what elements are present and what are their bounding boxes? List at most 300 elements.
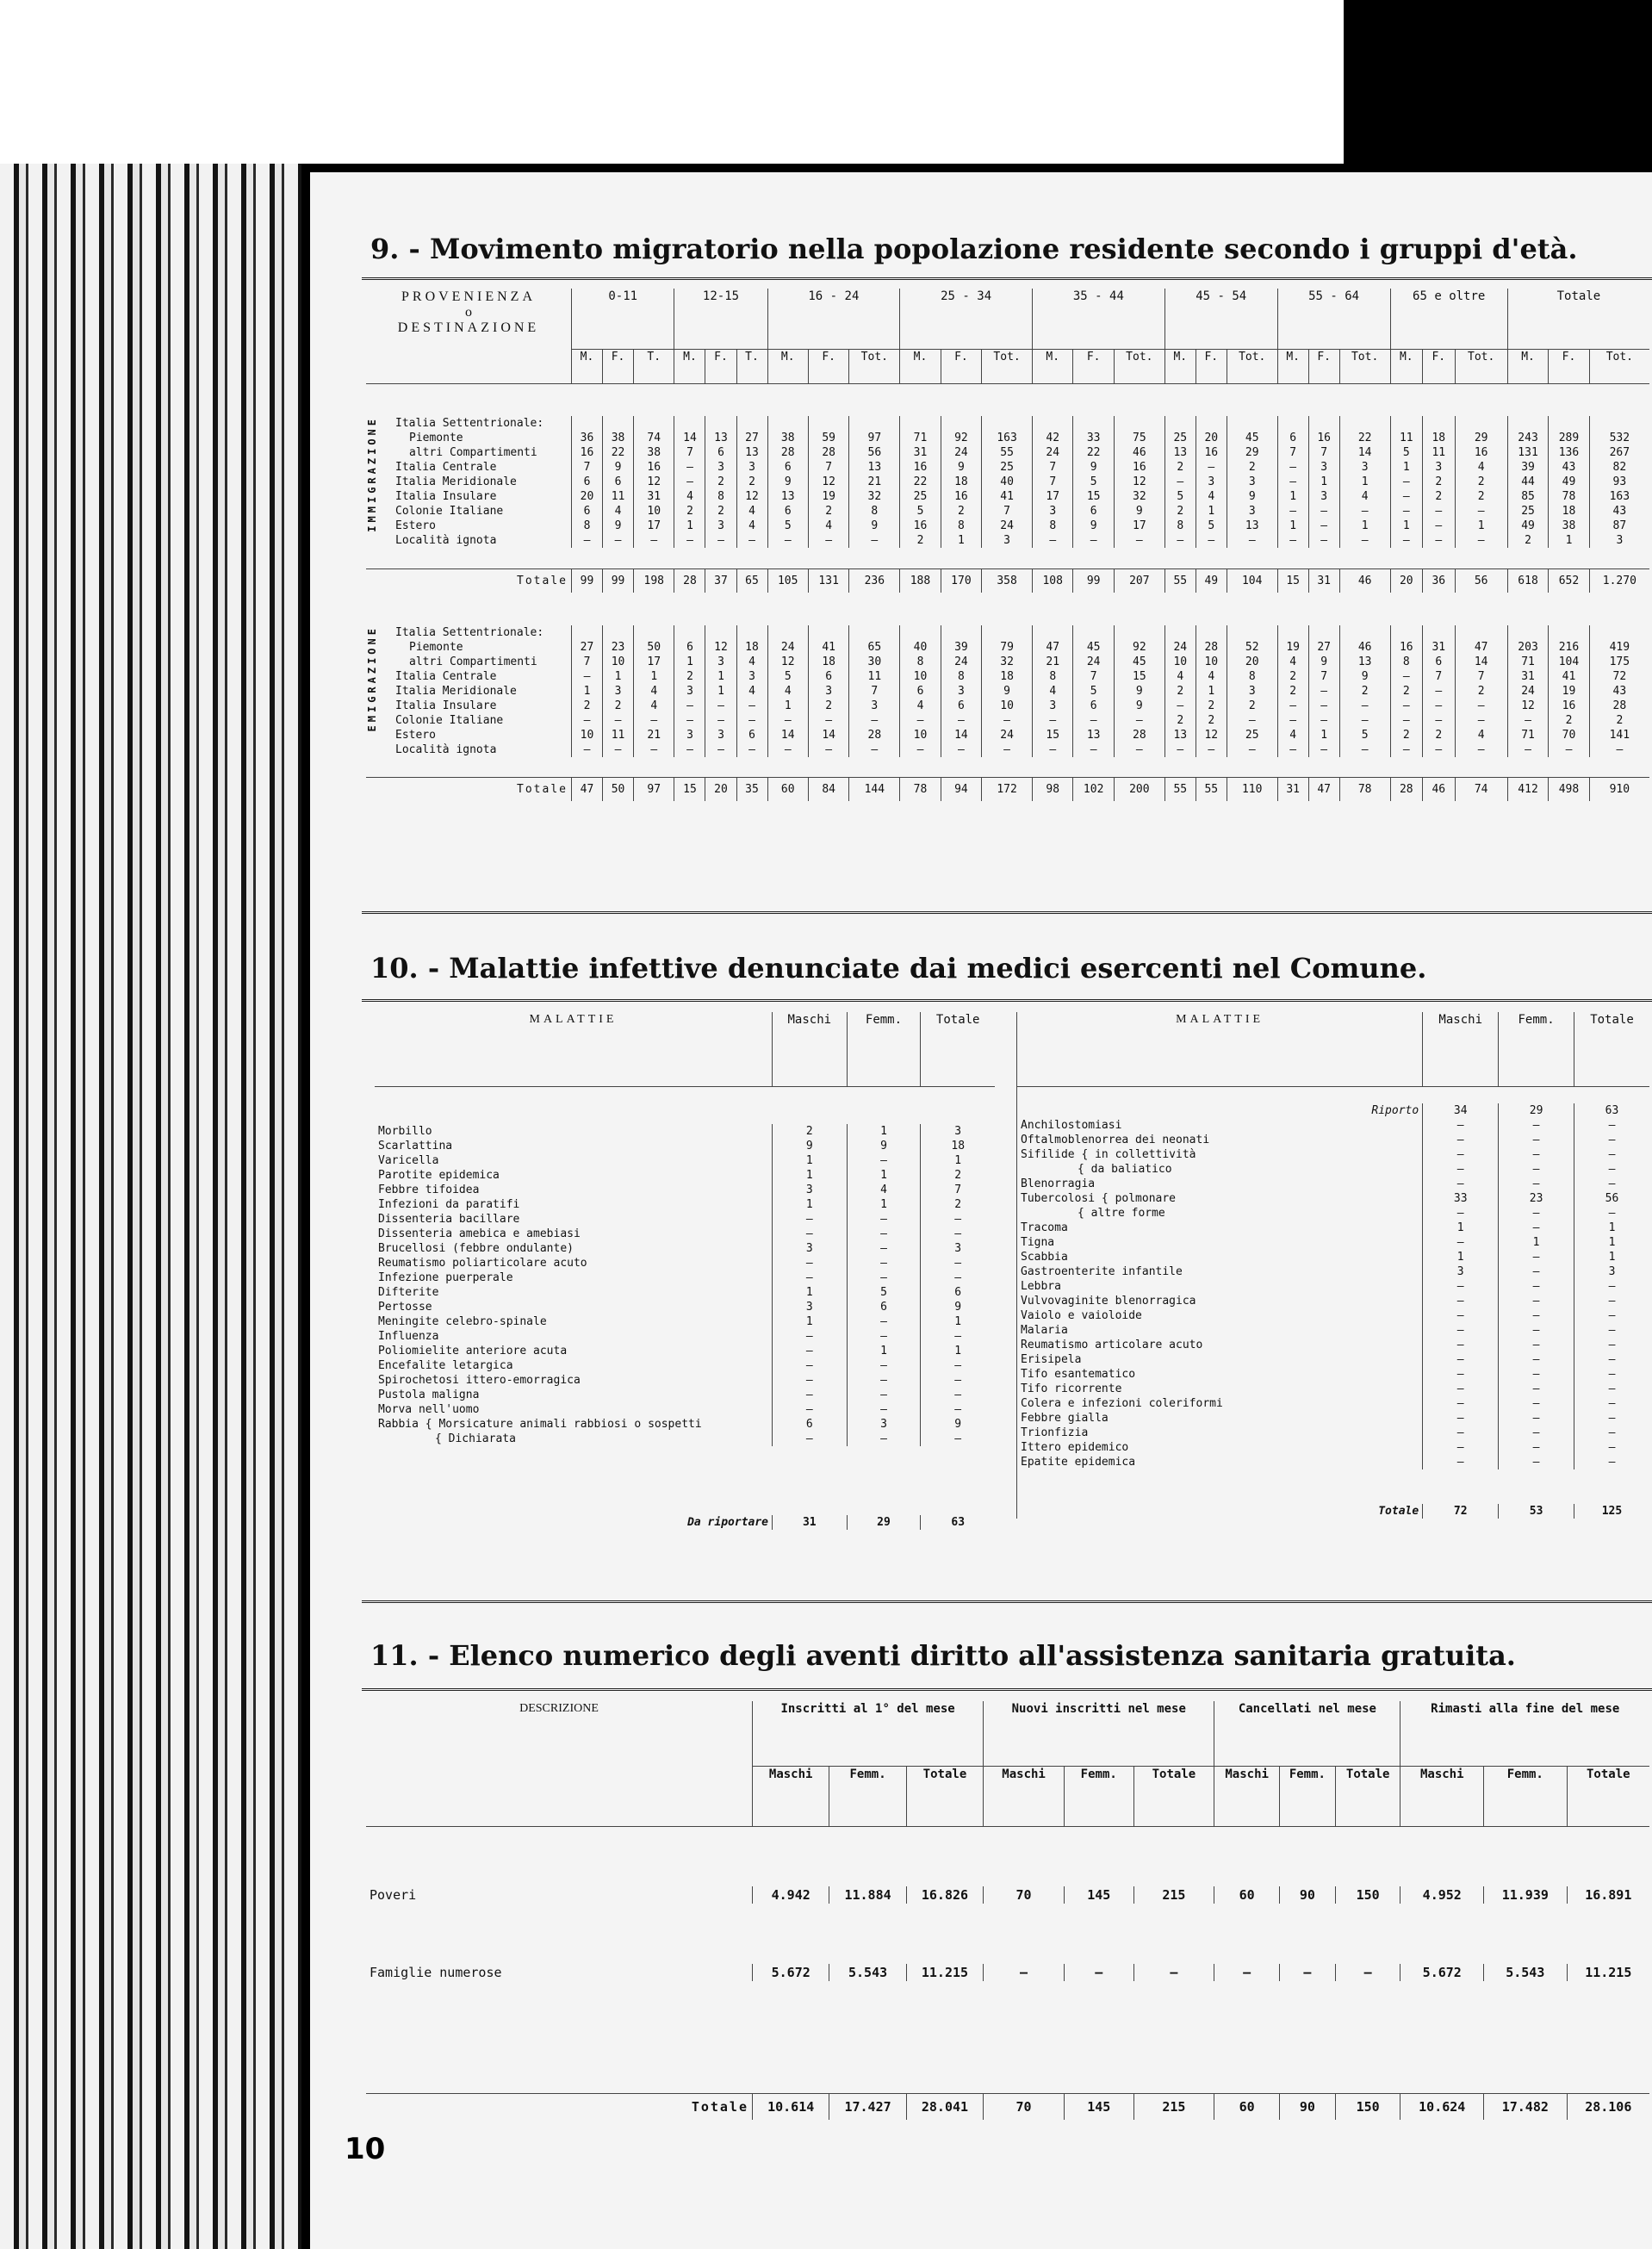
t10-value-cell: — (773, 1256, 848, 1270)
t9-value-cell: 3 (1227, 504, 1277, 519)
t9-total-cell: 31 (1277, 778, 1308, 802)
t9-value-cell: — (1196, 742, 1227, 757)
t10-value-cell: — (1423, 1440, 1499, 1455)
t9-value-cell: — (1549, 742, 1589, 757)
t9-total-cell: 108 (1033, 568, 1073, 593)
t9-value-cell: 24 (941, 655, 981, 669)
t10-value-cell: — (773, 1402, 848, 1417)
t10-value-cell: — (1574, 1118, 1649, 1133)
t9-value-cell: 419 (1589, 640, 1649, 655)
t10-value-cell: — (773, 1373, 848, 1388)
t11-top-rule (362, 1688, 1652, 1691)
t9-value-cell: 6 (603, 475, 634, 489)
t9-total-cell: 35 (736, 778, 767, 802)
t9-value-cell: 3 (1308, 489, 1339, 504)
t10-riporto-cell: 29 (1499, 1103, 1574, 1118)
t9-value-cell: — (705, 533, 736, 548)
t9-value-cell: — (1277, 699, 1308, 713)
t10-value-cell: — (1574, 1455, 1649, 1469)
t11-descrizione-header: DESCRIZIONE (366, 1701, 753, 1826)
t9-value-cell: 18 (808, 655, 848, 669)
t11-subheader: Maschi (753, 1766, 829, 1826)
t9-row-name: Italia Insulare (395, 490, 497, 503)
t9-value-cell: 55 (982, 445, 1033, 460)
t10-value-cell: — (847, 1329, 921, 1344)
t11-value-cell: 5.672 (753, 1964, 829, 1981)
t9-total-cell: 188 (900, 568, 941, 593)
t9-value-cell: — (705, 742, 736, 757)
t9-value-cell: 4 (634, 684, 674, 699)
t11-total-cell: 28.106 (1567, 2093, 1649, 2120)
t9-value-cell: 31 (1423, 640, 1455, 655)
t9-value-cell: 3 (674, 728, 705, 742)
t10-value-cell: — (1499, 1440, 1574, 1455)
t9-row-name: Estero (395, 728, 436, 742)
t10-value-cell: 9 (921, 1300, 995, 1314)
t9-value-cell: 30 (849, 655, 900, 669)
t9-value-cell: 20 (572, 489, 603, 504)
t10-value-cell: 1 (1423, 1221, 1499, 1235)
t10-value-cell: 9 (773, 1139, 848, 1153)
t10-disease-row (1017, 1352, 1650, 1367)
t10-disease-name: Erisipela (1017, 1352, 1423, 1367)
t9-value-cell: 23 (603, 640, 634, 655)
t9-value-cell: — (849, 533, 900, 548)
t10-value-cell: — (1423, 1455, 1499, 1469)
t9-value-cell: 6 (572, 504, 603, 519)
t9-total-cell: 31 (1308, 568, 1339, 593)
t10-disease-name: Blenorragia (1017, 1177, 1423, 1191)
t9-subheader: M. (1164, 349, 1196, 383)
t10-value-cell: 1 (773, 1153, 848, 1168)
t9-value-cell: 4 (1196, 669, 1227, 684)
t9-value-cell: 4 (900, 699, 941, 713)
t9-value-cell: — (1390, 489, 1422, 504)
t9-top-rule (362, 277, 1652, 280)
t9-total-cell: 84 (808, 778, 848, 802)
t9-value-cell: — (1390, 504, 1422, 519)
t9-value-cell (736, 416, 767, 431)
t9-value-cell: — (1277, 742, 1308, 757)
t10-value-cell: — (1499, 1162, 1574, 1177)
t9-value-cell: 8 (1390, 655, 1422, 669)
t9-value-cell: 16 (1390, 640, 1422, 655)
t9-value-cell: 4 (736, 519, 767, 533)
t10-value-cell: — (847, 1212, 921, 1227)
t9-value-cell: 15 (1114, 669, 1164, 684)
t9-value-cell: — (674, 699, 705, 713)
t9-value-cell: 6 (941, 699, 981, 713)
t9-value-cell: 9 (1073, 460, 1114, 475)
t10-disease-name: Encefalite letargica (378, 1359, 513, 1372)
age-group-4: 35 - 44 (1033, 289, 1165, 349)
t9-row-label (366, 713, 572, 728)
t10-value-cell: 9 (847, 1139, 921, 1153)
t9-value-cell: 2 (1455, 475, 1507, 489)
t9-value-cell (603, 416, 634, 431)
t9-value-cell: 11 (1423, 445, 1455, 460)
t10-disease-name: Meningite celebro-spinale (378, 1315, 547, 1328)
t9-value-cell: — (674, 742, 705, 757)
t9-value-cell: — (1308, 684, 1339, 699)
t9-value-cell: 9 (1114, 504, 1164, 519)
t10-footer-cell: 72 (1423, 1504, 1499, 1519)
t9-value-cell: 28 (808, 445, 848, 460)
t9-immigrazione-row (366, 533, 1649, 548)
t9-value-cell: 85 (1507, 489, 1548, 504)
t9-value-cell (572, 416, 603, 431)
t9-value-cell: 7 (1033, 460, 1073, 475)
t9-value-cell: — (1033, 713, 1073, 728)
t9-value-cell: 10 (900, 669, 941, 684)
t9-total-cell: 55 (1164, 568, 1196, 593)
t9-value-cell: 9 (1227, 489, 1277, 504)
t10-disease-row (375, 1432, 995, 1446)
t9-subheader: M. (1277, 349, 1308, 383)
t9-value-cell: 3 (941, 684, 981, 699)
t11-spacer (366, 1904, 1649, 1964)
t9-value-cell: 47 (1033, 640, 1073, 655)
t10-disease-name: { da baliatico (1017, 1162, 1423, 1177)
t9-value-cell: — (767, 533, 808, 548)
t10-value-cell: 23 (1499, 1191, 1574, 1206)
t9-value-cell (982, 625, 1033, 640)
t9-value-cell: 45 (1073, 640, 1114, 655)
t10-disease-name: Febbre gialla (1017, 1411, 1423, 1426)
t9-value-cell: 9 (982, 684, 1033, 699)
t9-value-cell: 92 (1114, 640, 1164, 655)
t11-total-cell: 10.614 (753, 2093, 829, 2120)
t9-value-cell: — (1390, 699, 1422, 713)
t11-value-cell: 5.672 (1400, 1964, 1484, 1981)
t10-value-cell: — (1423, 1426, 1499, 1440)
t9-value-cell: — (1033, 742, 1073, 757)
t10-value-cell: — (1423, 1367, 1499, 1382)
t10-value-cell: — (1499, 1206, 1574, 1221)
t10-disease-row (375, 1256, 995, 1270)
t9-value-cell: 9 (1114, 699, 1164, 713)
t9-value-cell (808, 416, 848, 431)
t9-value-cell: 39 (941, 640, 981, 655)
t11-value-cell: 5.543 (829, 1964, 906, 1981)
t9-value-cell: 92 (941, 431, 981, 445)
t9-value-cell: 2 (1196, 699, 1227, 713)
t10-disease-row (1017, 1191, 1650, 1206)
t9-value-cell: 1 (1308, 475, 1339, 489)
t9-value-cell: — (808, 533, 848, 548)
t9-value-cell: 16 (1308, 431, 1339, 445)
t9-value-cell: 31 (634, 489, 674, 504)
t9-total-cell: 28 (674, 568, 705, 593)
t9-value-cell: 267 (1589, 445, 1649, 460)
t9-value-cell: 7 (1308, 445, 1339, 460)
t9-value-cell: 65 (849, 640, 900, 655)
t10-disease-name: Epatite epidemica (1017, 1455, 1423, 1469)
t10-value-cell: — (773, 1227, 848, 1241)
t10-value-cell: 1 (847, 1168, 921, 1183)
age-group-8: Totale (1507, 289, 1649, 349)
t10-disease-row (1017, 1382, 1650, 1396)
t9-value-cell: 104 (1549, 655, 1589, 669)
t9-value-cell: — (1114, 713, 1164, 728)
t9-total-cell: 358 (982, 568, 1033, 593)
t9-value-cell: 2 (1164, 460, 1196, 475)
t9-value-cell (674, 625, 705, 640)
t9-value-cell: 22 (1073, 445, 1114, 460)
t9-total-cell: 102 (1073, 778, 1114, 802)
t10-disease-name: Reumatismo poliarticolare acuto (378, 1257, 587, 1270)
t9-value-cell: 74 (634, 431, 674, 445)
t9-value-cell: 28 (1196, 640, 1227, 655)
t9-value-cell: 2 (1164, 684, 1196, 699)
t9-value-cell: 12 (705, 640, 736, 655)
t10-value-cell: 3 (921, 1124, 995, 1139)
t9-value-cell: 2 (1423, 728, 1455, 742)
t9-subheader: F. (705, 349, 736, 383)
t9-value-cell: 3 (736, 460, 767, 475)
t11-value-cell: 11.884 (829, 1886, 906, 1904)
t9-value-cell: 5 (767, 669, 808, 684)
t9-row-name: Piemonte (409, 432, 463, 444)
t9-value-cell: 9 (941, 460, 981, 475)
t10-disease-row (375, 1344, 995, 1358)
t9-value-cell: 32 (1114, 489, 1164, 504)
t10-value-cell: 1 (1574, 1250, 1649, 1264)
t10-value-cell: 5 (847, 1285, 921, 1300)
t11-value-cell: 90 (1279, 1886, 1335, 1904)
t10-value-cell: — (1574, 1338, 1649, 1352)
t11-subheader: Femm. (1064, 1766, 1133, 1826)
t9-value-cell (808, 625, 848, 640)
t9-total-cell: 144 (849, 778, 900, 802)
t9-row-name: Italia Settentrionale: (395, 417, 544, 430)
t9-value-cell: 31 (1507, 669, 1548, 684)
t9-value-cell: 4 (1455, 728, 1507, 742)
t10-value-cell: — (847, 1358, 921, 1373)
t9-total-cell: 55 (1196, 778, 1227, 802)
t9-value-cell: 20 (1196, 431, 1227, 445)
t10-disease-row (375, 1139, 995, 1153)
t10-value-cell: — (1499, 1308, 1574, 1323)
t10-value-cell: — (921, 1358, 995, 1373)
t9-subheader: Tot. (1227, 349, 1277, 383)
t9-value-cell: 2 (1455, 684, 1507, 699)
t10-value-cell: 1 (921, 1314, 995, 1329)
t9-value-cell: — (1164, 475, 1196, 489)
t11-row (366, 1886, 1649, 1904)
t9-value-cell: — (1339, 713, 1390, 728)
t11-total-cell: 215 (1133, 2093, 1214, 2120)
t9-value-cell: 71 (1507, 655, 1548, 669)
t9-spacer (366, 548, 1649, 568)
t9-value-cell: 28 (849, 728, 900, 742)
t9-value-cell: 6 (674, 640, 705, 655)
t9-value-cell: 71 (1507, 728, 1548, 742)
t9-value-cell: 3 (1339, 460, 1390, 475)
t10-value-cell: — (1499, 1294, 1574, 1308)
t10-disease-name: Morbillo (378, 1125, 432, 1138)
t9-value-cell: 32 (849, 489, 900, 504)
t9-value-cell: 3 (736, 669, 767, 684)
t11-subheader: Totale (1567, 1766, 1649, 1826)
t10-disease-row (375, 1168, 995, 1183)
t9-emigrazione-row (366, 655, 1649, 669)
t10-disease-name: Morva nell'uomo (378, 1403, 480, 1416)
t9-value-cell: 38 (603, 431, 634, 445)
t10-disease-row (1017, 1338, 1650, 1352)
t9-emigrazione-row (366, 669, 1649, 684)
t9-value-cell (1507, 416, 1548, 431)
t9-immigrazione-row (366, 445, 1649, 460)
t10-value-cell: — (1499, 1367, 1574, 1382)
t9-value-cell: 3 (705, 655, 736, 669)
t9-value-cell: 9 (603, 460, 634, 475)
t9-value-cell: 13 (1164, 728, 1196, 742)
t9-value-cell: — (736, 699, 767, 713)
t10-riporto-cell: 63 (1574, 1103, 1649, 1118)
t9-value-cell: 87 (1589, 519, 1649, 533)
t11-assistance-table (366, 1701, 1649, 2120)
t9-value-cell (1196, 416, 1227, 431)
t10-value-cell: — (1499, 1411, 1574, 1426)
t9-value-cell: 2 (1227, 699, 1277, 713)
t9-subheader: M. (1033, 349, 1073, 383)
t10-disease-row (375, 1270, 995, 1285)
t9-immigrazione-row (366, 489, 1649, 504)
t9-value-cell: 4 (1196, 489, 1227, 504)
t10-spacer (1017, 1086, 1650, 1103)
t10-disease-name: Lebbra (1017, 1279, 1423, 1294)
o-label: o (465, 305, 472, 320)
t9-value-cell: 29 (1455, 431, 1507, 445)
t9-value-cell: 43 (1589, 504, 1649, 519)
t10-value-cell: — (1499, 1382, 1574, 1396)
t9-value-cell: — (1073, 533, 1114, 548)
t9-value-cell: 2 (808, 699, 848, 713)
t10-footer-cell: 31 (773, 1515, 848, 1530)
t10-value-cell: — (1423, 1147, 1499, 1162)
t9-value-cell: 8 (572, 519, 603, 533)
t9-value-cell: — (1455, 742, 1507, 757)
t10-riporto-cell: 34 (1423, 1103, 1499, 1118)
t10-disease-row (1017, 1308, 1650, 1323)
t9-value-cell (1589, 625, 1649, 640)
t10-top-rule (362, 999, 1652, 1002)
t10-value-cell: — (773, 1329, 848, 1344)
t9-value-cell: 4 (603, 504, 634, 519)
t10-value-cell: — (1423, 1294, 1499, 1308)
t9-row-label (366, 460, 572, 475)
t9-value-cell: 12 (808, 475, 848, 489)
t10-disease-name: Trionfizia (1017, 1426, 1423, 1440)
t9-value-cell: 8 (941, 669, 981, 684)
t11-total-cell: 60 (1214, 2093, 1280, 2120)
t9-value-cell: — (941, 742, 981, 757)
t9-row-name: Estero (395, 519, 436, 532)
t10-disease-name: Tubercolosi { polmonare (1017, 1191, 1423, 1206)
t10-value-cell: — (921, 1432, 995, 1446)
t9-value-cell: 8 (900, 655, 941, 669)
t9-value-cell: 1 (1339, 475, 1390, 489)
t10-value-cell: 3 (921, 1241, 995, 1256)
t9-value-cell: — (1455, 699, 1507, 713)
t9-value-cell: 4 (634, 699, 674, 713)
t9-value-cell: 22 (603, 445, 634, 460)
t10-value-cell: — (847, 1388, 921, 1402)
t9-value-cell: 6 (1277, 431, 1308, 445)
t9-value-cell: 136 (1549, 445, 1589, 460)
t9-value-cell: 6 (767, 504, 808, 519)
t10-disease-name: Tigna (1017, 1235, 1423, 1250)
t9-spacer (366, 757, 1649, 778)
t9-value-cell: — (1277, 504, 1308, 519)
t9-row-name: Italia Meridionale (395, 475, 517, 488)
t9-value-cell: — (1390, 533, 1422, 548)
t9-value-cell: 532 (1589, 431, 1649, 445)
t9-value-cell: 10 (1196, 655, 1227, 669)
t9-value-cell (1227, 416, 1277, 431)
t9-immigrazione-row (366, 519, 1649, 533)
t9-value-cell (1455, 416, 1507, 431)
t10-value-cell: — (1574, 1382, 1649, 1396)
t10-value-cell: — (1423, 1133, 1499, 1147)
t10-value-cell: — (847, 1256, 921, 1270)
t9-value-cell: 25 (982, 460, 1033, 475)
t9-value-cell: 5 (1164, 489, 1196, 504)
t9-value-cell: — (1164, 533, 1196, 548)
t9-value-cell: 3 (705, 519, 736, 533)
t10-footer-row (1017, 1504, 1650, 1519)
t11-value-cell: — (984, 1964, 1065, 1981)
t10-disease-row (375, 1212, 995, 1227)
t10-value-cell: — (921, 1227, 995, 1241)
t9-value-cell: 2 (1196, 713, 1227, 728)
t9-value-cell: 5 (1196, 519, 1227, 533)
t9-value-cell: 1 (1308, 728, 1339, 742)
t9-value-cell: 163 (1589, 489, 1649, 504)
t10-value-cell: — (1423, 1162, 1499, 1177)
t9-value-cell: 2 (705, 504, 736, 519)
t9-value-cell: 4 (736, 504, 767, 519)
age-group-0: 0-11 (572, 289, 674, 349)
t9-value-cell: 11 (1390, 431, 1422, 445)
t10-value-cell: — (921, 1388, 995, 1402)
t10-disease-row (1017, 1235, 1650, 1250)
t9-value-cell: 16 (1549, 699, 1589, 713)
t9-value-cell (941, 625, 981, 640)
t11-row-label: Famiglie numerose (370, 1965, 502, 1980)
t9-value-cell: 8 (705, 489, 736, 504)
t10-disease-row (375, 1241, 995, 1256)
t9-row-name: Italia Centrale (395, 669, 497, 683)
t9-value-cell: 13 (705, 431, 736, 445)
t9-value-cell: 1 (1455, 519, 1507, 533)
age-group-1: 12-15 (674, 289, 767, 349)
t9-value-cell (1339, 625, 1390, 640)
t9-value-cell: 7 (1308, 669, 1339, 684)
t9-value-cell: — (1196, 533, 1227, 548)
t10-value-cell: — (1423, 1279, 1499, 1294)
t9-value-cell: 1 (767, 699, 808, 713)
t9-value-cell (1308, 416, 1339, 431)
t9-value-cell (1033, 625, 1073, 640)
t11-total-cell: 90 (1279, 2093, 1335, 2120)
t9-value-cell: 2 (1423, 489, 1455, 504)
t9-value-cell: 1 (603, 669, 634, 684)
t11-total-row (366, 2093, 1649, 2120)
t10-value-cell: — (1499, 1455, 1574, 1469)
t10-disease-name: Pertosse (378, 1301, 432, 1314)
